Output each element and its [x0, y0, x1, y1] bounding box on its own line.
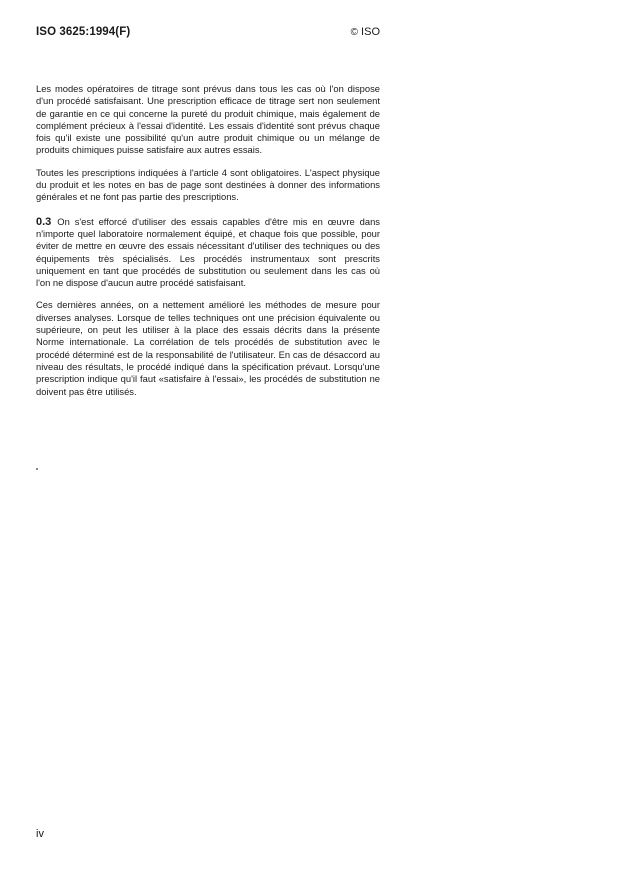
scan-speck [36, 468, 38, 470]
standard-number: ISO 3625:1994(F) [36, 26, 131, 38]
paragraph-prescriptions: Toutes les prescriptions indiquées à l'article 4 sont obligatoires. L'aspect physique du produit et les notes en bas de page sont destinées à donner des informations générales et ne font pas partie des prescriptions. [36, 166, 380, 203]
copyright-notice [351, 26, 380, 38]
paragraph-titrage: Les modes opératoires de titrage sont prévus dans tous les cas où l'on dispose d'un procédé satisfaisant. Une prescription efficace de titrage sert non seulement de garantie en ce qui concerne la pureté du produit chimique, mais également de complément précieux à l'essai d'identité. Les essais d'identité sont prévus chaque fois qu'il existe une possibilité qu'un autre produit chimique ou un mélange de produits chimiques puisse satisfaire aux autres essais. [36, 83, 380, 156]
section-0-3 [36, 216, 380, 290]
paragraph-methodes: Ces dernières années, on a nettement amélioré les méthodes de mesure pour diverses analyses. Lorsque de telles techniques ont une précision équivalente ou supérieure, on peut les utiliser à la place des essais décrits dans la présente Norme internationale. La corrélation de tels procédés de substitution avec le procédé déterminé est de la responsabilité de l'utilisateur. En cas de désaccord au niveau des résultats, le procédé indiqué dans la spécification prévaut. Lorsqu'une prescription indique qu'il faut «satisfaire à l'essai», les procédés de substitution ne doivent pas être utilisés. [36, 299, 380, 397]
section-number: 0.3 [36, 215, 52, 228]
section-0-3-text: On s'est efforcé d'utiliser des essais capables d'être mis en œuvre dans n'importe quel laboratoire normalement équipé, et chaque fois que possible, pour éviter de mettre en œuvre des essais nécessitant d'utiliser des techniques ou des équipements très spécialisés. Les procédés instrumentaux sont prescrits uniquement en tant que procédés de substitution ou seulement dans les cas où l'on ne dispose d'aucun autre procédé satisfaisant. [36, 215, 380, 289]
document-body [36, 83, 380, 408]
copyright-icon: © [350, 27, 359, 38]
page-header [36, 26, 380, 42]
page-number: iv [36, 828, 44, 840]
copyright-label: ISO [361, 26, 380, 38]
